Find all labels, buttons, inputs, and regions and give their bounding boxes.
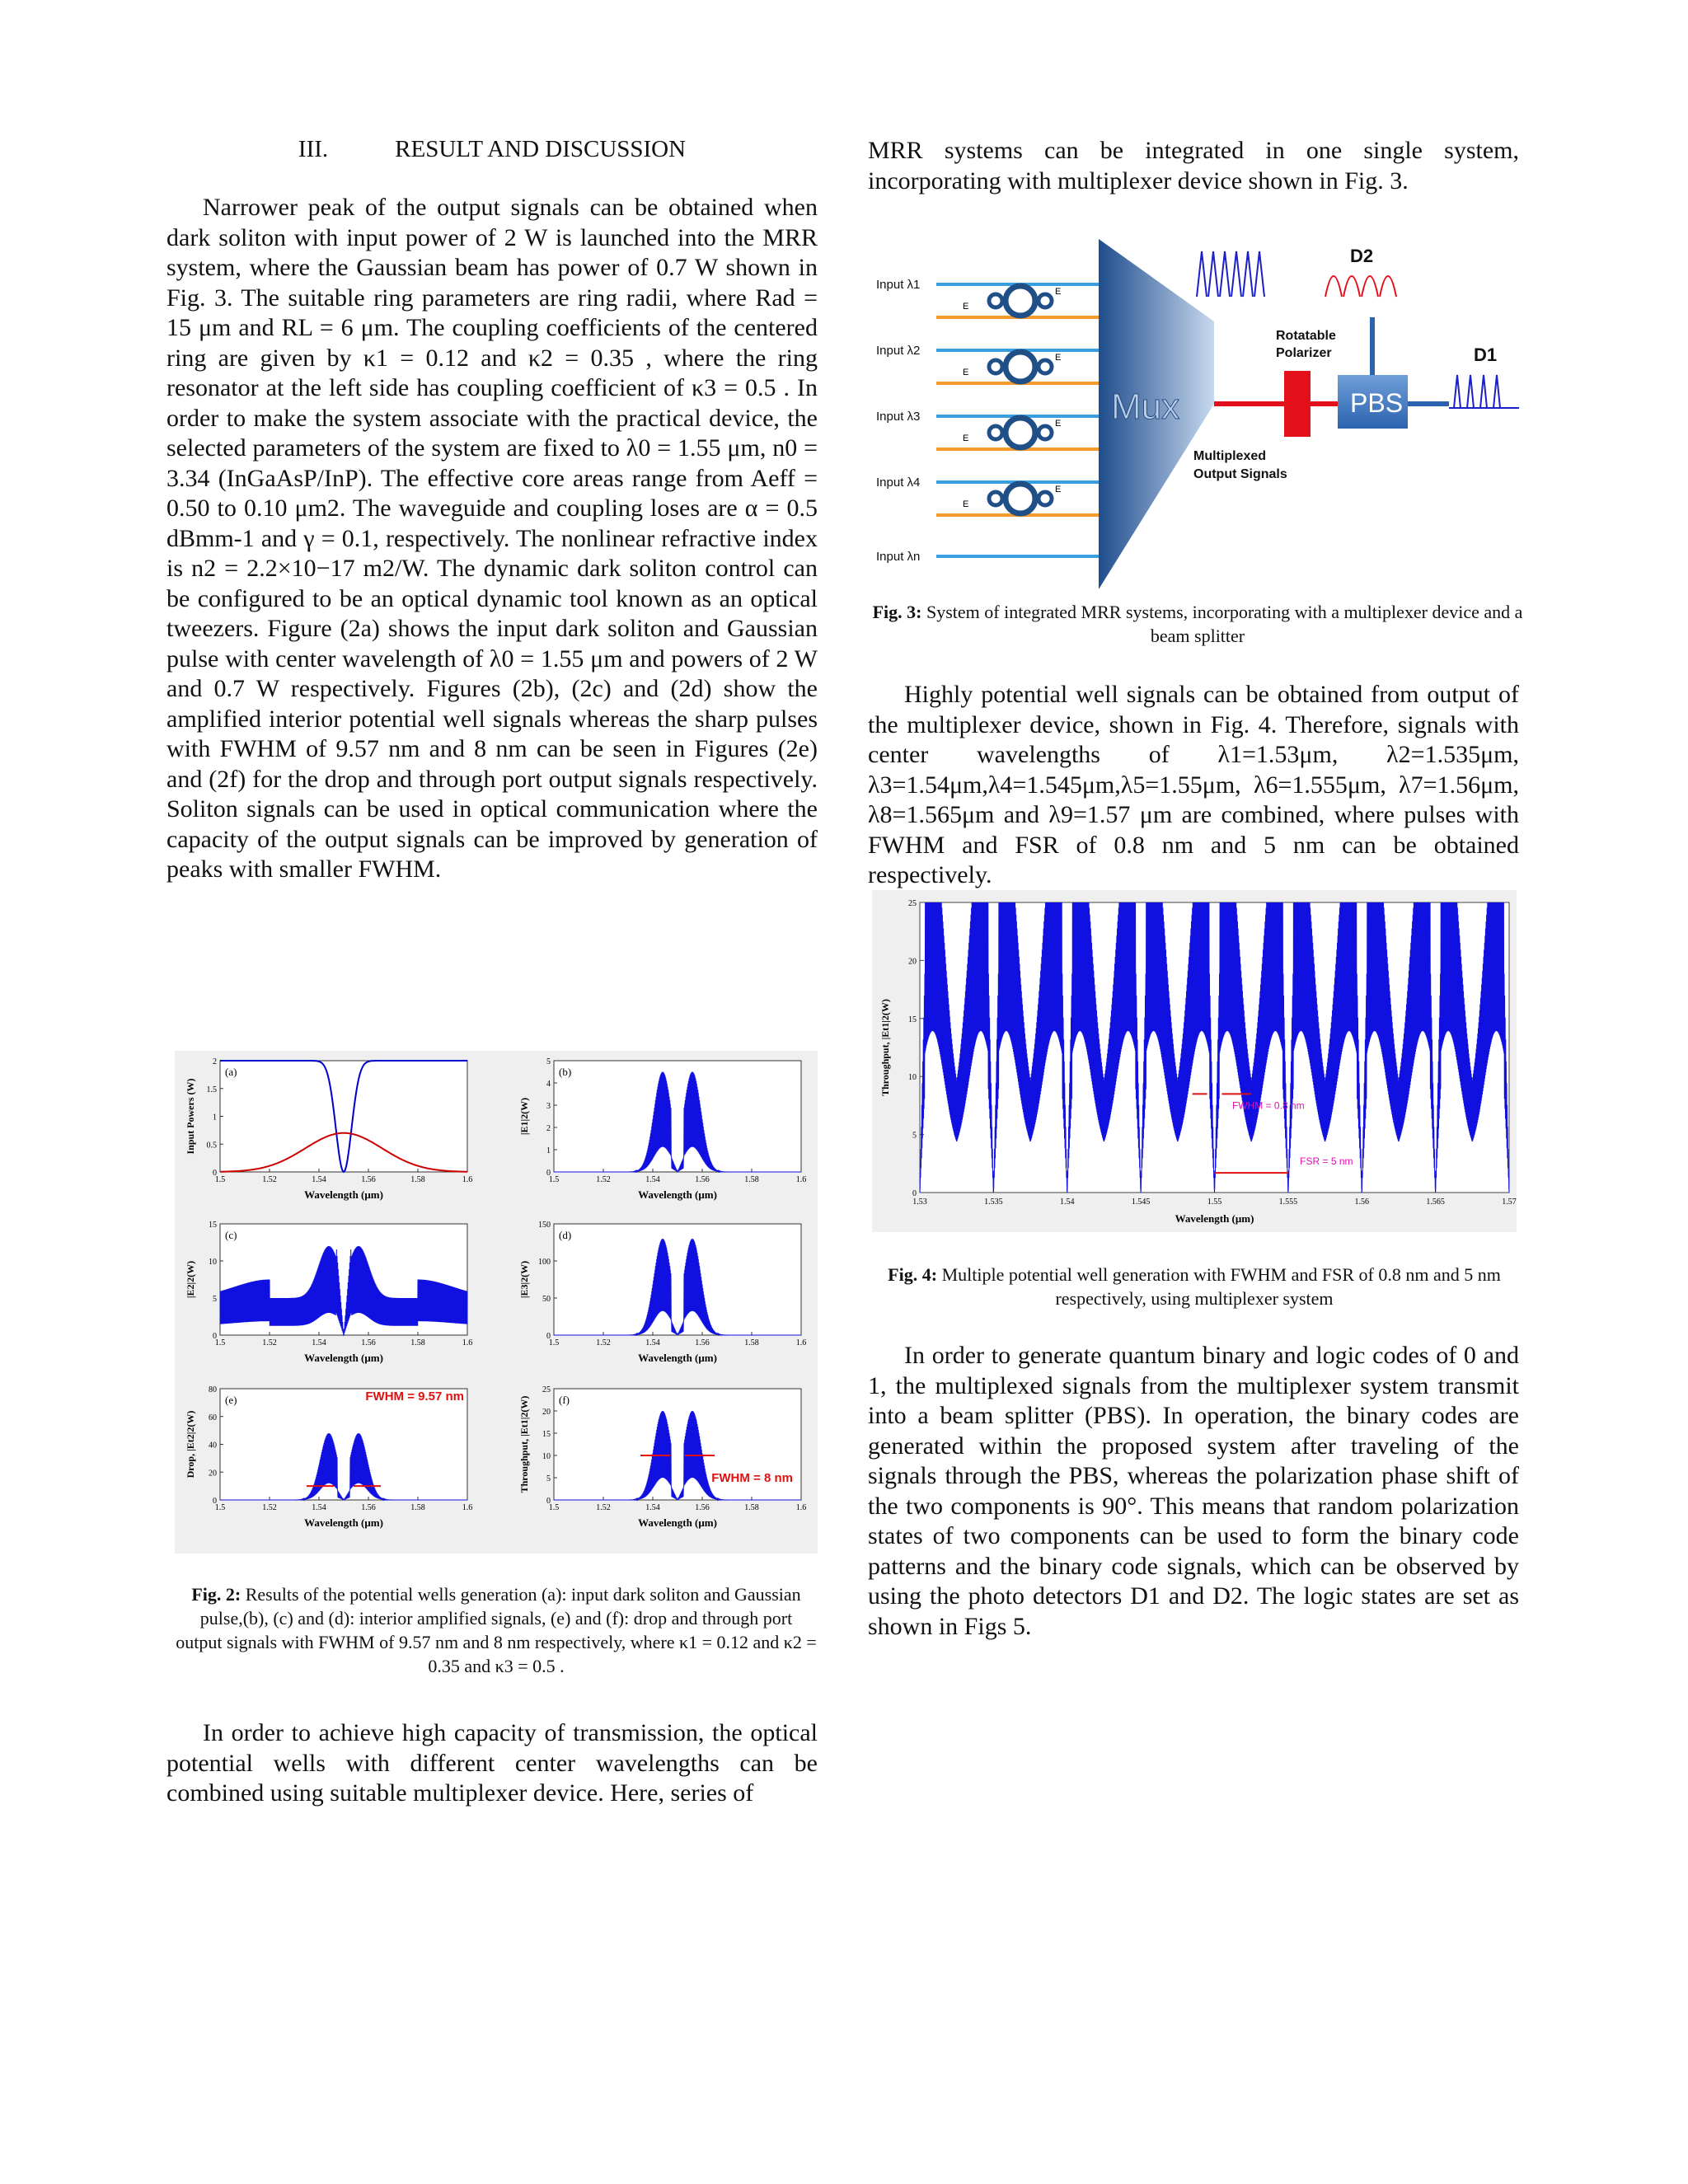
- input-label: Input λ3: [876, 410, 921, 424]
- paragraph-multiplexing: In order to achieve high capacity of transmission, the optical potential wells with different center wavelengths can be combined using suitable multiplexer device. Here, series of: [166, 1719, 818, 1807]
- e-label: E: [963, 499, 969, 509]
- x-tick-label: 1.6: [795, 1175, 807, 1184]
- y-axis-label: Throughput, |Et1|2(W): [518, 1395, 530, 1493]
- y-tick-label: 60: [209, 1413, 217, 1422]
- small-ring: [989, 492, 1002, 505]
- x-tick-label: 1.58: [744, 1338, 759, 1347]
- x-tick-label: 1.56: [695, 1503, 710, 1512]
- ring-resonator: [1006, 484, 1035, 513]
- y-tick-label: 100: [538, 1258, 551, 1267]
- x-tick-label: 1.58: [744, 1503, 759, 1512]
- figure-2-caption: [175, 1582, 818, 1678]
- fwhm-annotation: FWHM = 8 nm: [711, 1471, 793, 1485]
- figure-3-caption-text: System of integrated MRR systems, incorporating with a multiplexer device and a beam splitter: [926, 602, 1523, 646]
- y-tick-label: 2: [213, 1057, 217, 1066]
- d1-signal: [1493, 375, 1500, 408]
- d1-signal: [1480, 375, 1487, 408]
- y-tick-label: 20: [542, 1408, 551, 1417]
- polarizer-label-line1: Rotatable: [1276, 329, 1336, 343]
- e-label: E: [963, 434, 969, 443]
- y-tick-label: 1: [213, 1113, 217, 1122]
- y-tick-label: 5: [546, 1474, 551, 1483]
- y-axis-label: |E3|2(W): [518, 1260, 530, 1299]
- panel-label: (f): [559, 1394, 570, 1406]
- input-label: Input λn: [876, 550, 921, 564]
- comb-peak: [1231, 251, 1241, 297]
- y-axis-label: |E1|2(W): [518, 1097, 530, 1136]
- y-tick-label: 10: [542, 1452, 551, 1461]
- small-ring: [989, 294, 1002, 307]
- x-tick-label: 1.5: [214, 1175, 226, 1184]
- y-tick-label: 20: [908, 957, 917, 967]
- x-tick-label: 1.58: [410, 1175, 425, 1184]
- y-tick-label: 80: [209, 1385, 217, 1394]
- y-tick-label: 150: [538, 1221, 551, 1230]
- y-tick-label: 10: [209, 1258, 217, 1267]
- input-label: Input λ2: [876, 344, 921, 358]
- small-ring: [1039, 492, 1052, 505]
- x-tick-label: 1.56: [695, 1175, 710, 1184]
- y-tick-label: 5: [912, 1131, 917, 1141]
- paragraph-potential-wells: Highly potential well signals can be obtained from output of the multiplexer device, shown in Fig. 4. Therefore, signals with center wavelengths of λ1=1.53μm, λ2=1.535μm, λ3=1.54μm,λ4=1.545μm,λ5=1.55μm, λ6=1.555μm, λ7=1.56μm, λ8=1.565μm and λ9=1.57 μm are combined, where pulses with FWHM and FSR of 0.8 nm and 5 nm can be obtained respectively.: [868, 681, 1519, 888]
- fwhm-annotation: FWHM = 9.57 nm: [365, 1390, 464, 1404]
- x-tick-label: 1.56: [361, 1338, 376, 1347]
- plot-frame: [220, 1389, 467, 1500]
- x-tick-label: 1.52: [262, 1175, 277, 1184]
- polarizer-block: [1284, 371, 1311, 437]
- y-tick-label: 15: [908, 1015, 917, 1024]
- y-tick-label: 0: [546, 1497, 551, 1506]
- y-tick-label: 1.5: [206, 1085, 217, 1094]
- y-tick-label: 5: [213, 1295, 217, 1304]
- y-tick-label: 0: [546, 1332, 551, 1341]
- ring-resonator: [1006, 286, 1035, 316]
- x-tick-label: 1.52: [596, 1338, 611, 1347]
- section-number: III.: [298, 136, 329, 162]
- x-tick-label: 1.56: [361, 1175, 376, 1184]
- x-tick-label: 1.58: [744, 1175, 759, 1184]
- x-tick-label: 1.58: [410, 1338, 425, 1347]
- figure-2-label: Fig. 2:: [191, 1584, 241, 1605]
- figure-2-plots: [175, 1051, 818, 1554]
- x-axis-label: Wavelength (μm): [638, 1188, 717, 1201]
- comb-peak: [1254, 251, 1264, 297]
- x-tick-label: 1.5: [548, 1175, 560, 1184]
- pbs-label: PBS: [1350, 388, 1404, 418]
- x-tick-label: 1.6: [795, 1338, 807, 1347]
- comb-peak: [1208, 251, 1218, 297]
- x-tick-label: 1.54: [645, 1503, 660, 1512]
- mrr-input-rows: [876, 278, 1099, 564]
- x-tick-label: 1.52: [262, 1338, 277, 1347]
- x-tick-label: 1.6: [462, 1503, 473, 1512]
- x-tick-label: 1.54: [645, 1175, 660, 1184]
- plot-frame: [220, 1061, 467, 1172]
- plot-frame: [554, 1224, 801, 1335]
- x-tick-label: 1.52: [596, 1175, 611, 1184]
- x-tick-label: 1.6: [462, 1338, 473, 1347]
- x-axis-label: Wavelength (μm): [304, 1352, 383, 1364]
- paragraph-results: Narrower peak of the output signals can be obtained when dark soliton with input power of 2 W is launched into the MRR system, where the Gaussian beam has power of 0.7 W shown in Fig. 3. The suitable ring parameters are ring radii, where Rad = 15 μm and RL = 6 μm. The coupling coefficients of the centered ring are given by κ1 = 0.12 and κ2 = 0.35 , where the ring resonator at the left side has coupling coefficient of κ3 = 0.5 . In order to make the system associate with the practical device, the selected parameters of the system are fixed to λ0 = 1.55 μm, n0 = 3.34 (InGaAsP/InP). The effective core areas range from Aeff = 0.50 to 0.10 μm2. The waveguide and coupling loses are α = 0.5 dBmm-1 and γ = 0.1, respectively. The nonlinear refractive index is n2 = 2.2×10−17 m2/W. The dynamic dark soliton control can be configured to be an optical dynamic tool known as an optical tweezers. Figure (2a) shows the input dark soliton and Gaussian pulse with center wavelength of λ0 = 1.55 μm and powers of 2 W and 0.7 W respectively. Figures (2b), (2c) and (2d) show the amplified interior potential well signals whereas the sharp pulses with FWHM of 9.57 nm and 8 nm can be seen in Figures (2e) and (2f) for the drop and through port output signals respectively. Soliton signals can be used in optical communication where the capacity of the output signals can be improved by generation of peaks with smaller FWHM.: [166, 194, 818, 883]
- figure-4-caption: [872, 1263, 1517, 1310]
- right-column: [868, 136, 1519, 196]
- d1-signal: [1454, 375, 1461, 408]
- figure-4-label: Fig. 4:: [888, 1264, 938, 1285]
- comb-peak: [1197, 251, 1207, 297]
- figure-2-caption-text: Results of the potential wells generation (a): input dark soliton and Gaussian pulse,(b), (c) and (d): interior amplified signals, (e) and (f): drop and through port output signals with FWHM of 9.57 nm and 8 nm respectively, where κ1 = 0.12 and κ2 = 0.35 and κ3 = 0.5 .: [176, 1584, 817, 1676]
- y-tick-label: 1: [546, 1146, 551, 1155]
- x-tick-label: 1.6: [795, 1503, 807, 1512]
- d2-signal: [1380, 276, 1396, 297]
- y-tick-label: 50: [542, 1295, 551, 1304]
- small-ring: [1039, 426, 1052, 439]
- x-tick-label: 1.52: [262, 1503, 277, 1512]
- x-tick-label: 1.56: [695, 1338, 710, 1347]
- x-tick-label: 1.535: [984, 1197, 1003, 1207]
- section-heading: [166, 136, 818, 163]
- x-tick-label: 1.57: [1502, 1197, 1517, 1207]
- y-tick-label: 0: [213, 1332, 217, 1341]
- x-tick-label: 1.5: [548, 1338, 560, 1347]
- y-tick-label: 15: [209, 1221, 217, 1230]
- paragraph-binary-codes: In order to generate quantum binary and logic codes of 0 and 1, the multiplexed signals from the multiplexer system transmit into a beam splitter (PBS). In operation, the binary codes are generated within the proposed system after traveling of the signals through the PBS, whereas the polarization phase shift of the two components is 90°. This means that random polarization states of two components can be used to form the binary code patterns and the binary code signals, which can be observed by using the photo detectors D1 and D2. The logic states are set as shown in Figs 5.: [868, 1342, 1519, 1640]
- y-tick-label: 0.5: [206, 1141, 217, 1151]
- figure-4-plot: [872, 890, 1517, 1232]
- comb-peak: [1243, 251, 1253, 297]
- e-label: E: [1055, 485, 1062, 494]
- panel-label: (c): [225, 1229, 237, 1241]
- figure-4-caption-text: Multiple potential well generation with FWHM and FSR of 0.8 nm and 5 nm respectively, using multiplexer system: [941, 1264, 1501, 1309]
- section-title: RESULT AND DISCUSSION: [395, 136, 687, 162]
- y-tick-label: 0: [546, 1169, 551, 1178]
- y-tick-label: 20: [209, 1469, 217, 1479]
- y-tick-label: 5: [546, 1057, 551, 1066]
- x-tick-label: 1.5: [214, 1503, 226, 1512]
- x-axis-label: Wavelength (μm): [1175, 1212, 1254, 1225]
- d1-signal: [1467, 375, 1474, 408]
- e-label: E: [963, 302, 969, 312]
- y-axis-label: Throughput, |Et1|2(W): [879, 999, 891, 1096]
- input-label: Input λ1: [876, 278, 921, 292]
- y-tick-label: 0: [213, 1497, 217, 1506]
- figure-3-diagram: [872, 239, 1523, 593]
- panel-label: (d): [559, 1229, 572, 1241]
- y-axis-label: |E2|2(W): [185, 1260, 196, 1299]
- x-tick-label: 1.56: [1354, 1197, 1369, 1207]
- y-tick-label: 25: [908, 899, 917, 908]
- x-tick-label: 1.545: [1131, 1197, 1151, 1207]
- d2-signal: [1325, 276, 1342, 297]
- e-label: E: [1055, 287, 1062, 297]
- x-tick-label: 1.58: [410, 1503, 425, 1512]
- x-tick-label: 1.54: [312, 1503, 326, 1512]
- d2-signal: [1362, 276, 1378, 297]
- x-axis-label: Wavelength (μm): [638, 1352, 717, 1364]
- x-tick-label: 1.6: [462, 1175, 473, 1184]
- y-tick-label: 4: [546, 1080, 551, 1089]
- figure-3: [872, 239, 1523, 593]
- panel-label: (b): [559, 1066, 572, 1078]
- y-tick-label: 10: [908, 1073, 917, 1083]
- small-ring: [1039, 294, 1052, 307]
- x-axis-label: Wavelength (μm): [304, 1188, 383, 1201]
- paragraph-mrr-systems: MRR systems can be integrated in one single system, incorporating with multiplexer device shown in Fig. 3.: [868, 137, 1519, 194]
- input-label: Input λ4: [876, 476, 921, 490]
- y-tick-label: 2: [546, 1124, 551, 1133]
- y-tick-label: 0: [213, 1169, 217, 1178]
- small-ring: [1039, 360, 1052, 373]
- left-column: [166, 136, 818, 885]
- multiplexed-label-line2: Output Signals: [1193, 467, 1287, 481]
- x-tick-label: 1.54: [312, 1175, 326, 1184]
- d2-signal: [1343, 276, 1360, 297]
- x-tick-label: 1.55: [1207, 1197, 1222, 1207]
- y-tick-label: 3: [546, 1102, 551, 1111]
- y-tick-label: 40: [209, 1441, 217, 1451]
- x-tick-label: 1.56: [361, 1503, 376, 1512]
- x-axis-label: Wavelength (μm): [638, 1516, 717, 1529]
- figure-4: [872, 890, 1517, 1232]
- panel-label: (a): [225, 1066, 237, 1078]
- mux-label: Mux: [1111, 387, 1180, 427]
- x-axis-label: Wavelength (μm): [304, 1516, 383, 1529]
- multiplexed-label-line1: Multiplexed: [1193, 449, 1267, 463]
- y-tick-label: 0: [912, 1189, 917, 1198]
- x-tick-label: 1.53: [912, 1197, 927, 1207]
- e-label: E: [963, 368, 969, 377]
- d2-label: D2: [1350, 246, 1374, 266]
- ring-resonator: [1006, 352, 1035, 382]
- x-tick-label: 1.5: [214, 1338, 226, 1347]
- small-ring: [989, 360, 1002, 373]
- x-tick-label: 1.555: [1278, 1197, 1298, 1207]
- y-axis-label: Input Powers (W): [185, 1078, 196, 1155]
- panel-label: (e): [225, 1394, 237, 1406]
- x-tick-label: 1.565: [1426, 1197, 1445, 1207]
- figure-3-label: Fig. 3:: [872, 602, 922, 622]
- fsr-label: FSR = 5 nm: [1300, 1155, 1353, 1168]
- comb-peak: [1220, 251, 1230, 297]
- figure-3-caption: [872, 600, 1523, 648]
- small-ring: [989, 426, 1002, 439]
- y-tick-label: 15: [542, 1430, 551, 1439]
- x-tick-label: 1.54: [312, 1338, 326, 1347]
- x-tick-label: 1.5: [548, 1503, 560, 1512]
- y-axis-label: Drop, |Et2|2(W): [185, 1410, 196, 1479]
- e-label: E: [1055, 353, 1062, 363]
- d1-label: D1: [1474, 344, 1498, 365]
- fwhm-label: FWHM = 0.8 nm: [1231, 1099, 1305, 1112]
- y-tick-label: 25: [542, 1385, 551, 1394]
- x-tick-label: 1.52: [596, 1503, 611, 1512]
- figure-2: [175, 1051, 818, 1554]
- e-label: E: [1055, 419, 1062, 429]
- x-tick-label: 1.54: [1060, 1197, 1075, 1207]
- polarizer-label-line2: Polarizer: [1276, 346, 1332, 360]
- plot-frame: [554, 1061, 801, 1172]
- x-tick-label: 1.54: [645, 1338, 660, 1347]
- ring-resonator: [1006, 418, 1035, 448]
